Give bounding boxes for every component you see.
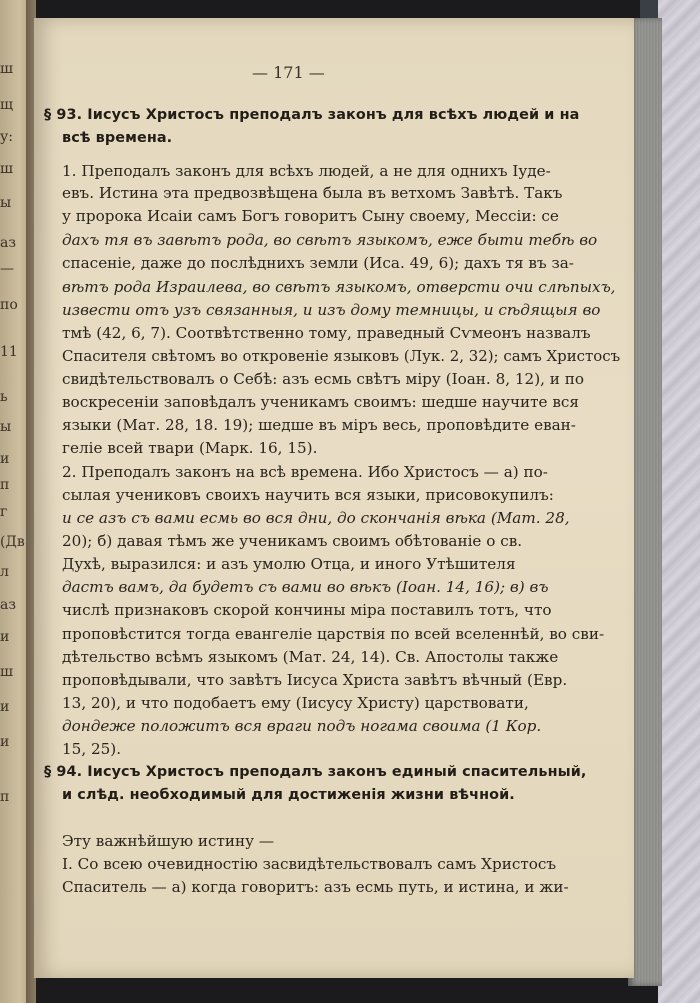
left-fragment: ь	[0, 389, 8, 405]
text-line: евъ. Истина эта предвозвѣщена была въ ветхомъ Завѣтѣ. Такъ	[62, 184, 563, 202]
text-line: I. Со всею очевидностію засвидѣтельствовалъ самъ Христосъ	[62, 855, 557, 873]
section-94-heading-cont: и слѣд. необходимый для достиженія жизни вѣчной.	[62, 787, 515, 803]
section-93-heading: § 93. Іисусъ Христосъ преподалъ законъ для всѣхъ людей и на	[44, 107, 580, 123]
left-fragment: —	[0, 261, 14, 277]
text-line: вѣтъ рода Израилева, во свѣтъ языкомъ, отверсти очи слѣпыхъ,	[62, 278, 616, 296]
section-93-heading-cont: всѣ времена.	[62, 130, 173, 146]
left-fragment: 11	[0, 344, 18, 360]
text-line: дастъ вамъ, да будетъ съ вами во вѣкъ (Іоан. 14, 16); в) въ	[62, 578, 549, 596]
section-94-heading: § 94. Іисусъ Христосъ преподалъ законъ единый спасительный,	[44, 764, 587, 780]
text-line: спасеніе, даже до послѣднихъ земли (Иса. 49, 6); дахъ тя въ за-	[62, 254, 574, 272]
left-fragment: п	[0, 477, 10, 493]
text-line: геліе всей твари (Марк. 16, 15).	[62, 439, 318, 457]
left-fragment: щ	[0, 97, 14, 113]
text-line: извести отъ узъ связанныя, и изъ дому темницы, и сѣдящыя во	[62, 301, 601, 319]
left-fragment: и	[0, 451, 10, 467]
text-line: воскресеніи заповѣдалъ ученикамъ своимъ: шедше научите вся	[62, 393, 580, 411]
text-line: дондеже положитъ вся враги подъ ногама своима (1 Кор.	[62, 717, 542, 735]
left-fragment: ш	[0, 161, 14, 177]
text-line: сылая учениковъ своихъ научить вся языки, присовокупилъ:	[62, 486, 554, 504]
text-line: тмѣ (42, 6, 7). Соотвѣтственно тому, праведный Сѵмеонъ назвалъ	[62, 324, 591, 342]
text-line: проповѣстится тогда евангеліе царствія по всей вселеннѣй, во сви-	[62, 625, 605, 643]
left-fragment: ы	[0, 419, 12, 435]
text-line: 13, 20), и что подобаетъ ему (Іисусу Христу) царствовати,	[62, 694, 529, 712]
text-line: свидѣтельствовалъ о Себѣ: азъ есмь свѣтъ міру (Іоан. 8, 12), и по	[62, 370, 585, 388]
text-line: 2. Преподалъ законъ на всѣ времена. Ибо Христосъ — а) по-	[62, 463, 548, 481]
text-line: Духѣ, выразился: и азъ умолю Отца, и иного Утѣшителя	[62, 555, 516, 573]
left-fragment: ш	[0, 61, 14, 77]
left-fragment: и	[0, 699, 10, 715]
text-line: дѣтельство всѣмъ языкомъ (Мат. 24, 14). Св. Апостолы также	[62, 648, 559, 666]
text-line: дахъ тя въ завѣтъ рода, во свѣтъ языкомъ, еже быти тебѣ во	[62, 231, 598, 249]
text-line: у пророка Исаіи самъ Богъ говоритъ Сыну своему, Мессіи: се	[62, 207, 559, 225]
left-fragment: л	[0, 564, 9, 580]
text-line: 15, 25).	[62, 740, 122, 758]
left-fragment: аз	[0, 597, 16, 613]
text-line: числѣ признаковъ скорой кончины міра поставилъ тотъ, что	[62, 601, 552, 619]
left-fragment: г	[0, 504, 8, 520]
text-line: Спасителя свѣтомъ во откровеніе языковъ (Лук. 2, 32); самъ Христосъ	[62, 347, 621, 365]
left-fragment: и	[0, 629, 10, 645]
text-line: 20); б) давая тѣмъ же ученикамъ своимъ обѣтованіе о св.	[62, 532, 523, 550]
left-fragment: аз	[0, 235, 16, 251]
text-line: языки (Мат. 28, 18. 19); шедше въ міръ весь, проповѣдите еван-	[62, 416, 576, 434]
left-fragment: ы	[0, 195, 12, 211]
left-fragment: у:	[0, 129, 13, 145]
text-line: и се азъ съ вами есмь во вся дни, до скончанія вѣка (Мат. 28,	[62, 509, 570, 527]
page-number: — 171 —	[252, 63, 325, 82]
book-cover	[658, 0, 700, 1003]
left-fragment: п	[0, 789, 10, 805]
left-fragment: и	[0, 734, 10, 750]
left-fragment: по	[0, 297, 18, 313]
left-fragment: ш	[0, 664, 14, 680]
text-line: 1. Преподалъ законъ для всѣхъ людей, а не для однихъ Іуде-	[62, 162, 551, 180]
text-line: Эту важнѣйшую истину —	[62, 832, 275, 850]
text-line: проповѣдывали, что завѣтъ Іисуса Христа завѣтъ вѣчный (Евр.	[62, 671, 568, 689]
left-fragment: (Дв	[0, 534, 25, 550]
text-line: Спаситель — а) когда говоритъ: азъ есмь путь, и истина, и жи-	[62, 878, 569, 896]
